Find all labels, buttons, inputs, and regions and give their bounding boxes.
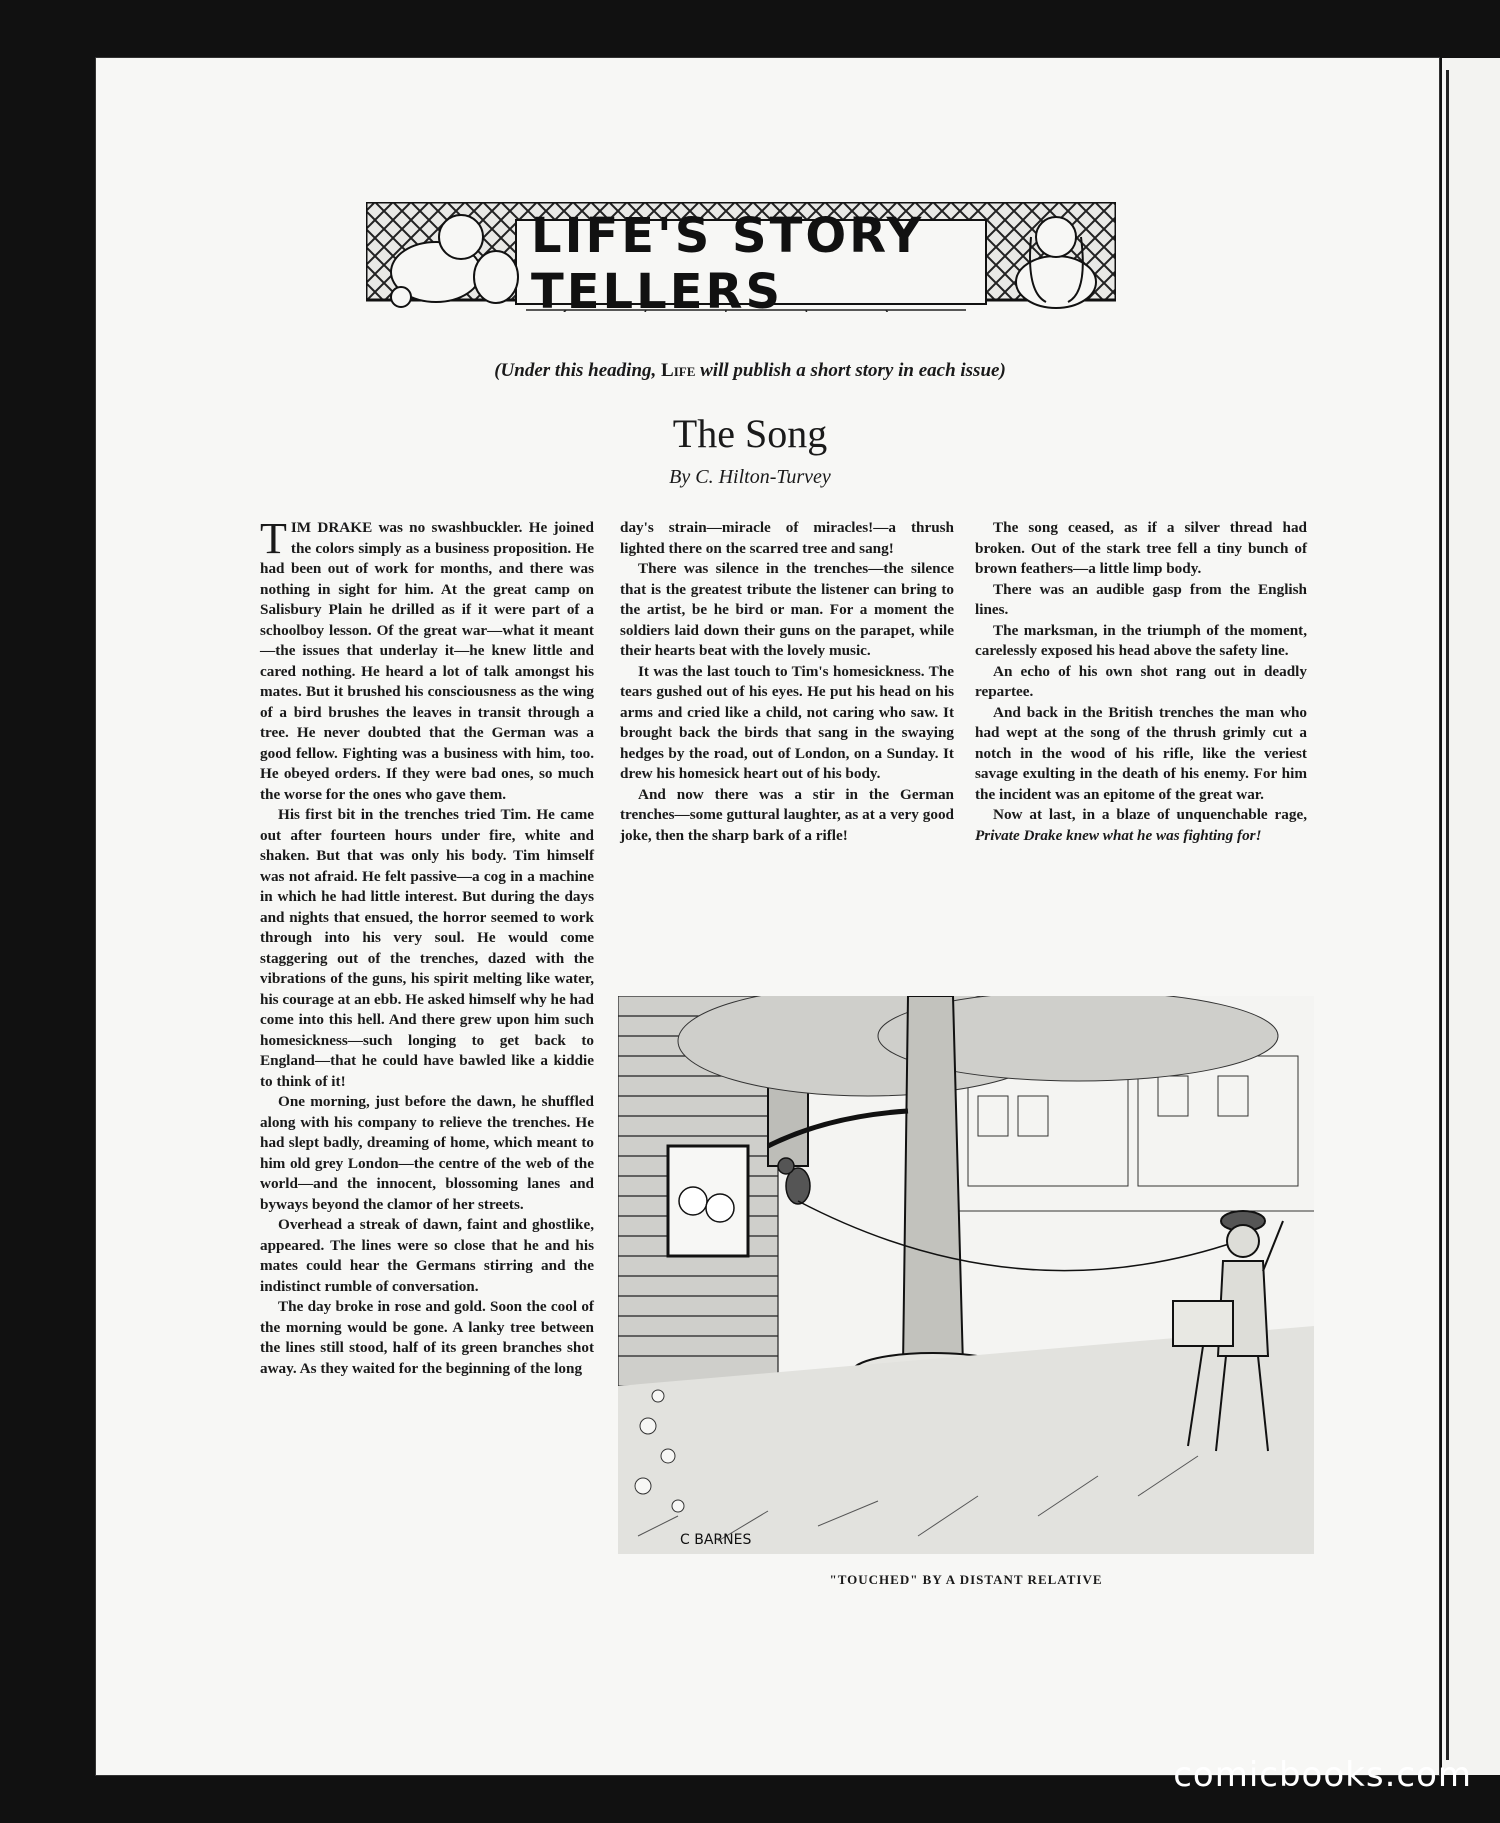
drop-cap: T (260, 514, 287, 563)
paragraph: One morning, just before the dawn, he shuffled along with his company to relieve the trenches. He had slept badly, dreaming of home, which meant to him old grey London—the centre of the web of the world—and the innocent, blossoming lanes and byways beyond the clamor of her streets. (260, 1093, 594, 1213)
cartoon-illustration (618, 996, 1314, 1554)
site-watermark: comicbooks.com (1173, 1755, 1472, 1795)
paragraph: The song ceased, as if a silver thread had broken. Out of the stark tree fell a tiny bunch of brown feathers—a little limp body. (975, 519, 1307, 577)
section-title: LIFE'S STORY TELLERS (531, 208, 925, 320)
paragraph: His first bit in the trenches tried Tim. He came out after fourteen hours under fire, white and shaken. But that was only his body. Tim himself was not afraid. He felt passive—a cog in a machine in which he had little interest. But during the days and nights that ensued, the horror seemed to work through into his very soul. He would come staggering out of the trenches, dazed with the vibrations of the guns, his spirit melting like water, his courage at an ebb. He asked himself why he had come into this hell. And there grew upon him such homesickness—such longing to get back to England—that he could have bawled like a kiddie to think of it! (260, 806, 594, 1090)
story-byline: By C. Hilton-Turvey (669, 466, 831, 488)
text-column-3 (975, 518, 1307, 846)
illustration-caption: "TOUCHED" BY A DISTANT RELATIVE (829, 1572, 1103, 1587)
paragraph: day's strain—miracle of miracles!—a thrush lighted there on the scarred tree and sang! (620, 519, 954, 557)
text-column-1 (260, 514, 594, 1379)
artist-signature: C BARNES (680, 1532, 752, 1548)
paragraph: Overhead a streak of dawn, faint and ghostlike, appeared. The lines were so close that he and his mates could hear the Germans stirring and the indistinct rumble of conversation. (260, 1216, 594, 1295)
section-subheading: (Under this heading, Life will publish a short story in each issue) (494, 360, 1006, 381)
story-title: The Song (672, 411, 828, 456)
paragraph: An echo of his own shot rang out in deadly repartee. (975, 662, 1307, 700)
paragraph: It was the last touch to Tim's homesickness. The tears gushed out of his eyes. He put his head on his arms and cried like a child, not caring who saw. It brought back the birds that sang in the swaying hedges by the road, out of London, on a Sunday. It drew his homesick heart out of his body. (620, 662, 954, 782)
header-banner (366, 202, 1116, 352)
paragraph: The marksman, in the triumph of the moment, carelessly exposed his head above the safety line. (975, 621, 1307, 659)
paragraph: And back in the British trenches the man who had wept at the song of the thrush grimly cut a notch in the wood of his rifle, like the veriest savage exulting in the death of his enemy. For him the incident was an epitome of the great war. (975, 703, 1307, 803)
paragraph: TIM DRAKE was no swashbuckler. He joined the colors simply as a business proposition. He had been out of work for months, and there was nothing in sight for him. At the great camp on Salisbury Plain he drilled as if it were part of a schoolboy lesson. Of the great war—what it meant—the issues that underlay it—he knew little and cared nothing. He heard a lot of talk amongst his mates. But it brushed his consciousness as the wing of a bird brushes the leaves in transit through a tree. He never doubted that the German was a good fellow. Fighting was a business with him, too. He obeyed orders. If they were bad ones, so much the worse for the ones who gave them. (260, 514, 594, 803)
next-page-edge (1442, 58, 1500, 1775)
text-column-2 (620, 518, 954, 846)
paragraph: The day broke in rose and gold. Soon the cool of the morning would be gone. A lanky tree between the lines still stood, half of its green branches shot away. As they waited for the beginning of the long (260, 1298, 594, 1377)
page-gutter-line (1446, 70, 1449, 1760)
paragraph: Now at last, in a blaze of unquenchable rage, Private Drake knew what he was fighting for! (975, 806, 1307, 844)
paragraph: There was silence in the trenches—the silence that is the greatest tribute the listener can bring to the artist, be he bird or man. For a moment the soldiers laid down their guns on the parapet, while their hearts beat with the lovely music. (620, 560, 954, 659)
paragraph: There was an audible gasp from the English lines. (975, 580, 1307, 618)
paragraph: And now there was a stir in the German trenches—some guttural laughter, as at a very good joke, then the sharp bark of a rifle! (620, 785, 954, 844)
